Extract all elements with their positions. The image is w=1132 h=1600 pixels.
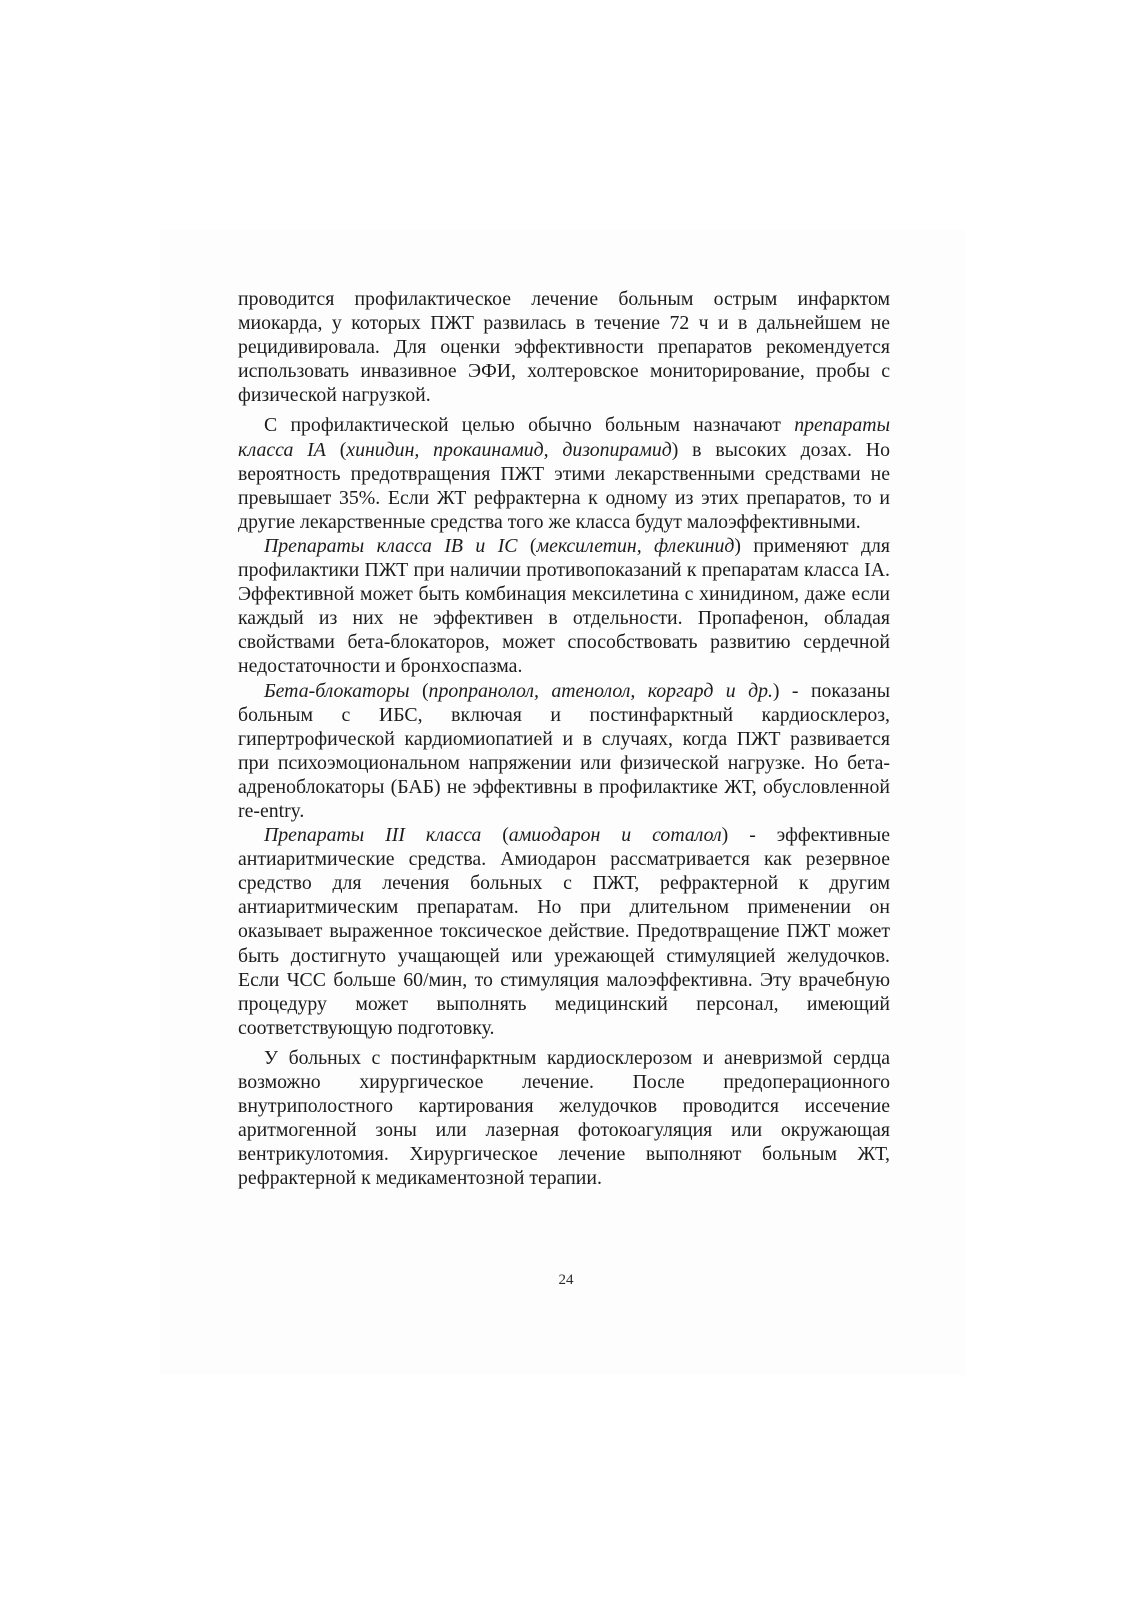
paragraph-3-emphasis-class: Препараты класса IB и IC bbox=[264, 534, 518, 557]
paragraph-2-lead: С профилактической целью обычно больным назначают bbox=[264, 414, 795, 437]
paragraph-5-rest: ) - эффективные антиаритмические средства. Амиодарон рассматривается как резервное средство для лечения больных с ПЖТ, рефрактерной к другим антиаритмическим препаратам. Но при длительном применении он оказывает выраженное токсическое действие. Предотвращение ПЖТ может быть достигнуто учащающей или урежающей стимуляцией желудочков. Если ЧСС больше 60/мин, то стимуляция малоэффективна. Эту врачебную процедуру может выполнять медицинский персонал, имеющий соответствующую подготовку. bbox=[238, 824, 890, 1039]
paragraph-4-open: ( bbox=[409, 679, 429, 702]
paragraph-2 bbox=[238, 413, 890, 533]
paragraph-2-emphasis-drugs: хинидин, прокаинамид, дизопирамид bbox=[346, 438, 672, 461]
paragraph-4-rest: ) - показаны больным с ИБС, включая и постинфарктный кардиосклероз, гипертрофической кардиомиопатией и в случаях, когда ПЖТ развивается при психоэмоциональном напряжении или физической нагрузке. Но бета-адреноблокаторы (БАБ) не эффективны в профилактике ЖТ, обусловленной re-entry. bbox=[238, 679, 890, 822]
paragraph-4 bbox=[238, 679, 890, 824]
paragraph-5-open: ( bbox=[481, 824, 509, 847]
paragraph-3 bbox=[238, 534, 890, 679]
paragraph-1-text: проводится профилактическое лечение больным острым инфарктом миокарда, у которых ПЖТ развилась в течение 72 ч и в дальнейшем не рецидивировала. Для оценки эффективности препаратов рекомендуется использовать инвазивное ЭФИ, холтеровское мониторирование, пробы с физической нагрузкой. bbox=[238, 288, 890, 407]
paragraph-2-emphasis-class: препараты класса IA bbox=[238, 414, 890, 461]
paragraph-5-emphasis-class: Препараты III класса bbox=[264, 824, 482, 847]
paragraph-3-open: ( bbox=[517, 534, 537, 557]
paragraph-3-rest: ) применяют для профилактики ПЖТ при наличии противопоказаний к препаратам класса IA. Эффективной может быть комбинация мексилетина с хинидином, даже если каждый из них не эффективен в отдельности. Пропафенон, обладая свойствами бета-блокаторов, может способствовать развитию сердечной недостаточности и бронхоспазма. bbox=[238, 534, 890, 678]
paragraph-6 bbox=[238, 1046, 890, 1191]
paragraph-5 bbox=[238, 823, 890, 1040]
body-text bbox=[238, 287, 890, 1190]
paragraph-2-rest: ) в высоких дозах. Но вероятность предотвращения ПЖТ этими лекарственными средствами не превышает 35%. Если ЖТ рефрактерна к одному из этих препаратов, то и другие лекарственные средства того же класса будут малоэффективными. bbox=[238, 438, 890, 533]
paragraph-4-emphasis-class: Бета-блокаторы bbox=[264, 679, 410, 702]
paragraph-5-emphasis-drugs: амиодарон и соталол bbox=[508, 824, 722, 847]
paragraph-1 bbox=[238, 287, 890, 407]
paragraph-2-open: ( bbox=[325, 438, 347, 461]
page-number: 24 bbox=[558, 1272, 574, 1288]
paragraph-4-emphasis-drugs: пропранолол, атенолол, коргард и др. bbox=[428, 679, 773, 702]
paragraph-3-emphasis-drugs: мексилетин, флекинид bbox=[536, 534, 735, 557]
paragraph-6-text: У больных с постинфарктным кардиосклерозом и аневризмой сердца возможно хирургическое лечение. После предоперационного внутриполостного картирования желудочков проводится иссечение аритмогенной зоны или лазерная фотокоагуляция или окружающая вентрикулотомия. Хирургическое лечение выполняют больным ЖТ, рефрактерной к медикаментозной терапии. bbox=[238, 1046, 890, 1190]
